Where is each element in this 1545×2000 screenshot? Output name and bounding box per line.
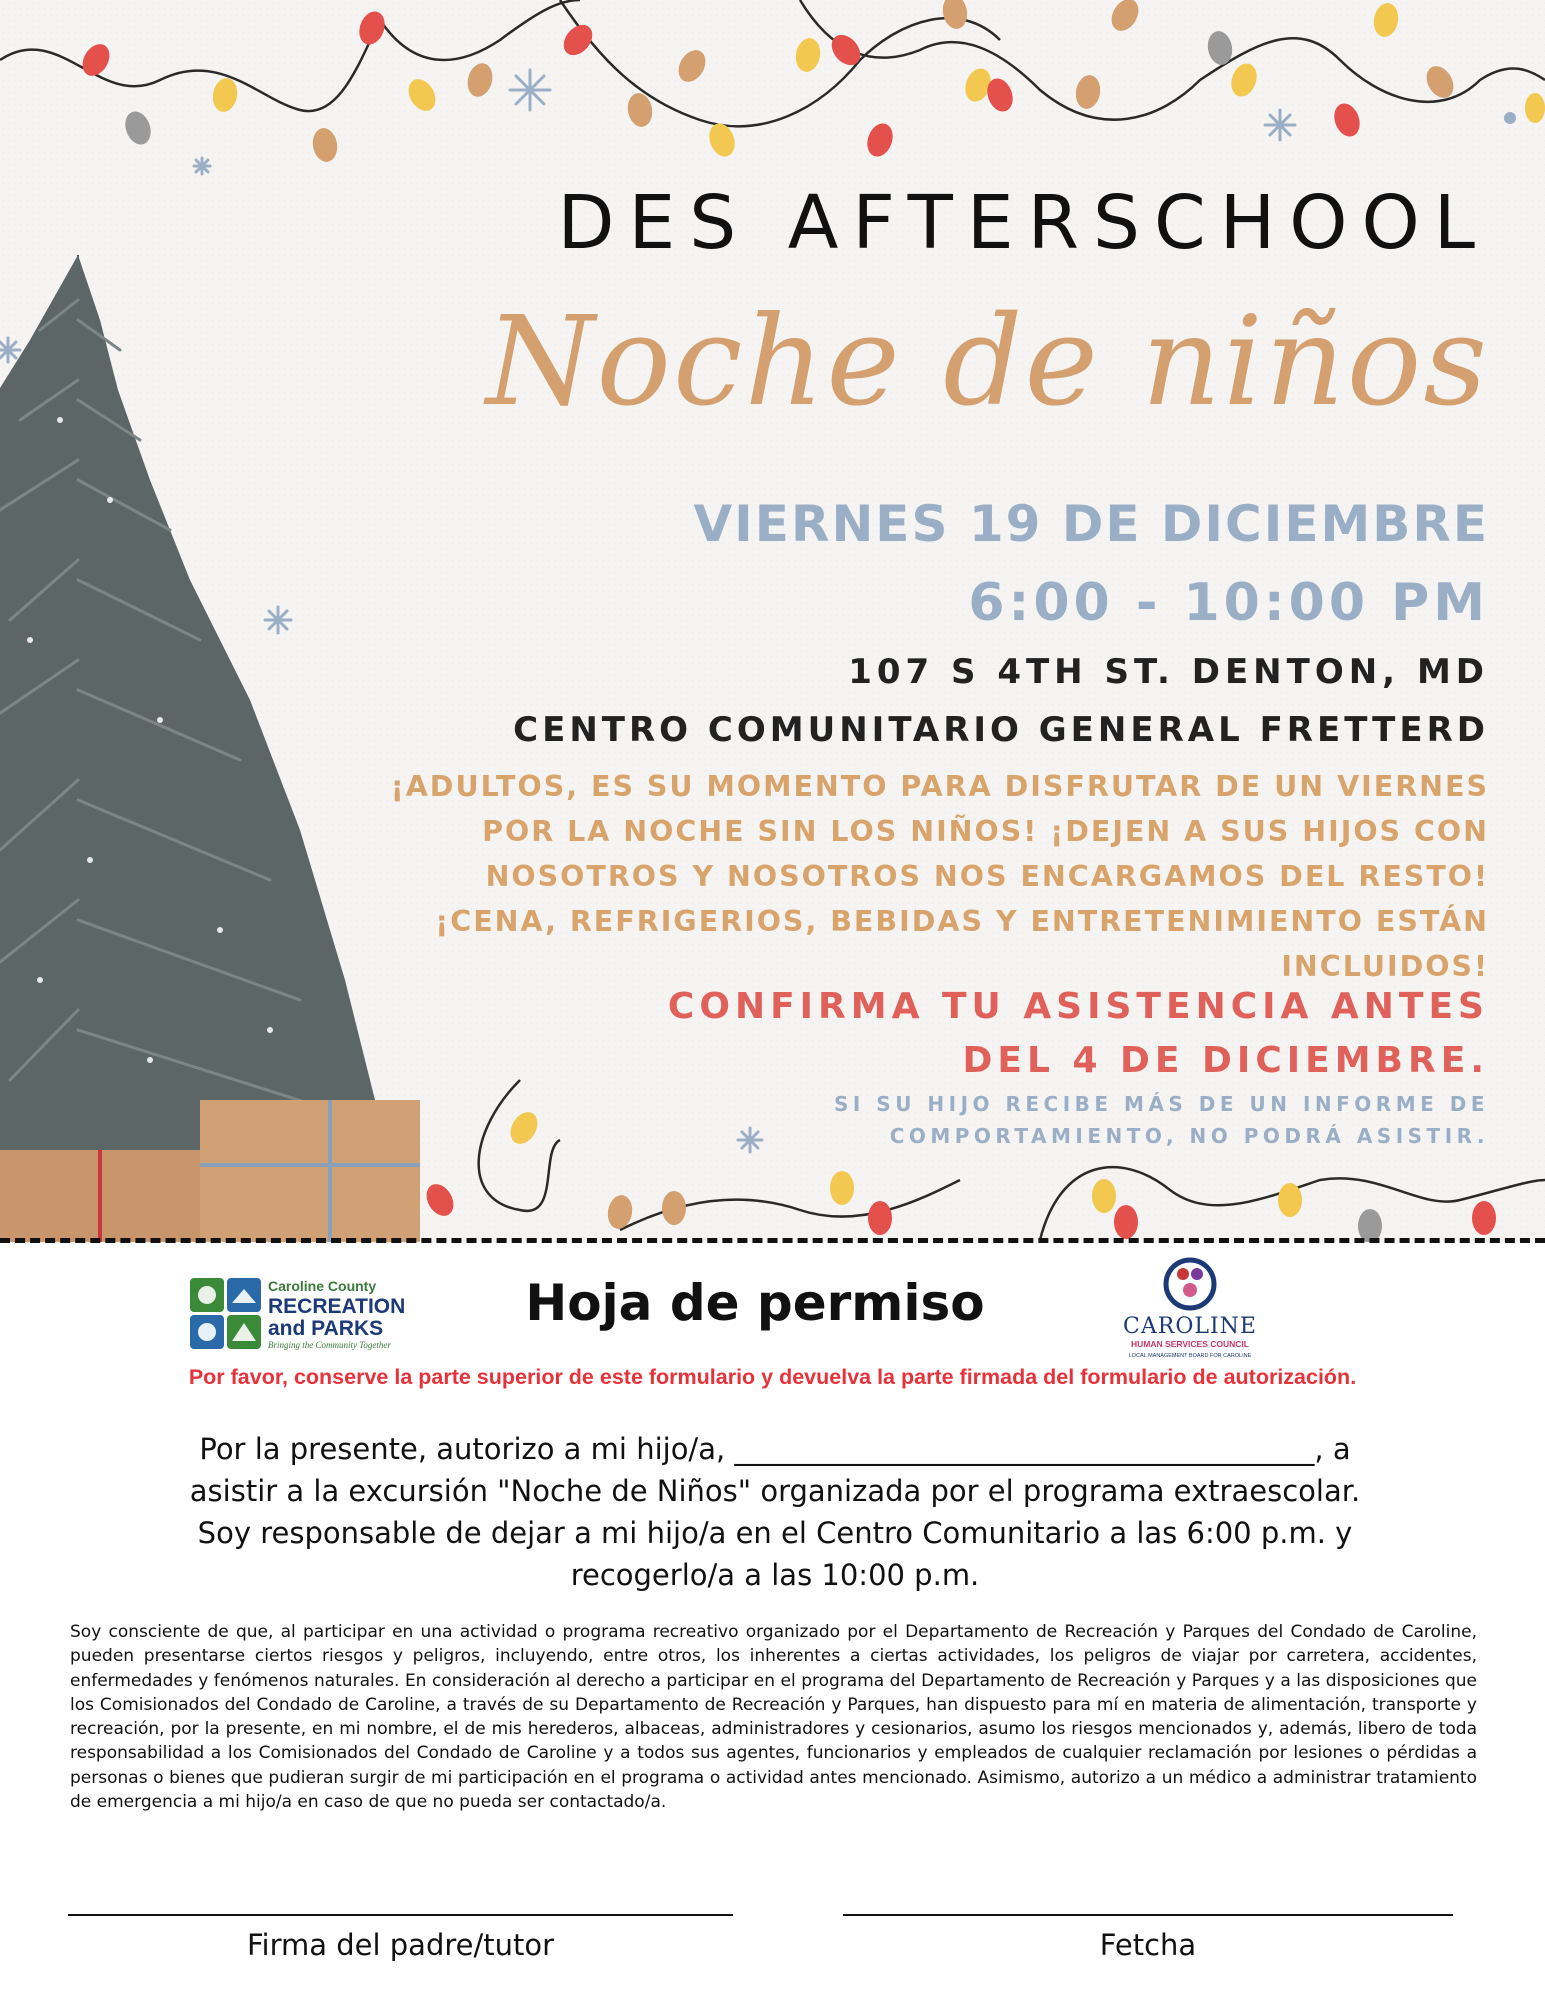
date-signature-line[interactable] [843, 1914, 1453, 1916]
authorization-line: Soy responsable de dejar a mi hijo/a en el Centro Comunitario a las 6:00 p.m. y [197, 1516, 1353, 1550]
rp-logo-line3: and PARKS [268, 1317, 384, 1340]
hsc-logo-name: CAROLINE [1123, 1314, 1257, 1339]
event-date: VIERNES 19 DE DICIEMBRE [693, 495, 1489, 553]
cut-line-divider [0, 1238, 1545, 1243]
permission-form-title: Hoja de permiso [525, 1274, 985, 1332]
event-venue: CENTRO COMUNITARIO GENERAL FRETTERD [513, 710, 1489, 750]
rp-logo-line2: RECREATION [268, 1295, 406, 1318]
authorization-line: Por la presente, autorizo a mi hijo/a, ________________________________________, a [199, 1432, 1351, 1466]
event-promo-text: ¡ADULTOS, ES SU MOMENTO PARA DISFRUTAR DE UN VIERNES POR LA NOCHE SIN LOS NIÑOS! ¡DEJEN A SUS HIJOS CON NOSOTROS Y NOSOTROS NOS ENCARGAMOS DEL RESTO! ¡CENA, REFRIGERIOS, BEBIDAS Y ENTRETENIMIENTO ESTÁN INCLUIDOS! [390, 770, 1489, 983]
christmas-tree-illustration [0, 0, 460, 1242]
behavior-warning: SI SU HIJO RECIBE MÁS DE UN INFORME DE COMPORTAMIENTO, NO PODRÁ ASISTIR. [833, 1092, 1489, 1148]
authorization-line: asistir a la excursión "Noche de Niños" organizada por el programa extraescolar. [189, 1474, 1361, 1508]
liability-waiver-text: Soy consciente de que, al participar en una actividad o programa recreativo organizado por el Departamento de Recreación y Parques del Condado de Caroline, pueden presentarse ciertos riesgos y peligros, incluyendo, entre otros, los inherentes a ciertas actividades, los peligros de viajar por carretera, accidentes, enfermedades y fenómenos naturales. En consideración al derecho a participar en el programa del Departamento de Recreación y Parques y a las disposiciones que los Comisionados del Condado de Caroline, a través de su Departamento de Recreación y Parques, han dispuesto para mí en materia de alimentación, transporte y recreación, por la presente, en mi nombre, el de mis herederos, albaceas, administradores y cesionarios, asumo los riesgos mencionados y, además, libero de toda responsabilidad a los Comisionados del Condado de Caroline y a todos sus agentes, funcionarios y empleados de cualquier reclamación por lesiones o pérdidas a personas o bienes que pudieran surgir de mi participación en el programa o actividad antes mencionado. Asimismo, autorizo a un médico a administrar tratamiento de emergencia a mi hijo/a en caso de que no pueda ser contactado/a. [70, 1622, 1477, 1813]
flyer-title-line2: Noche de niños [485, 290, 1489, 434]
hsc-logo-subtitle: HUMAN SERVICES COUNCIL [1131, 1339, 1249, 1349]
recreation-parks-logo [190, 1275, 420, 1355]
event-address: 107 S 4TH ST. DENTON, MD [848, 652, 1489, 692]
authorization-line: recogerlo/a a las 10:00 p.m. [570, 1558, 980, 1592]
form-return-note: Por favor, conserve la parte superior de este formulario y devuelva la parte firmada del formulario de autorización. [188, 1365, 1357, 1389]
hsc-logo-tagline: LOCAL MANAGEMENT BOARD FOR CAROLINE [1128, 1353, 1252, 1359]
date-label: Fetcha [1099, 1928, 1197, 1962]
parent-signature-line[interactable] [68, 1914, 733, 1916]
flyer-title-line1: DES AFTERSCHOOL [557, 180, 1489, 266]
event-time: 6:00 - 10:00 PM [968, 573, 1489, 633]
rp-logo-line1: Caroline County [268, 1278, 377, 1294]
rsvp-deadline: CONFIRMA TU ASISTENCIA ANTES DEL 4 DE DICIEMBRE. [667, 986, 1489, 1081]
parent-signature-label: Firma del padre/tutor [246, 1928, 555, 1962]
rp-logo-tagline: Bringing the Community Together [268, 1340, 391, 1350]
human-services-council-logo [1115, 1256, 1265, 1360]
authorization-statement [90, 1428, 1460, 1596]
